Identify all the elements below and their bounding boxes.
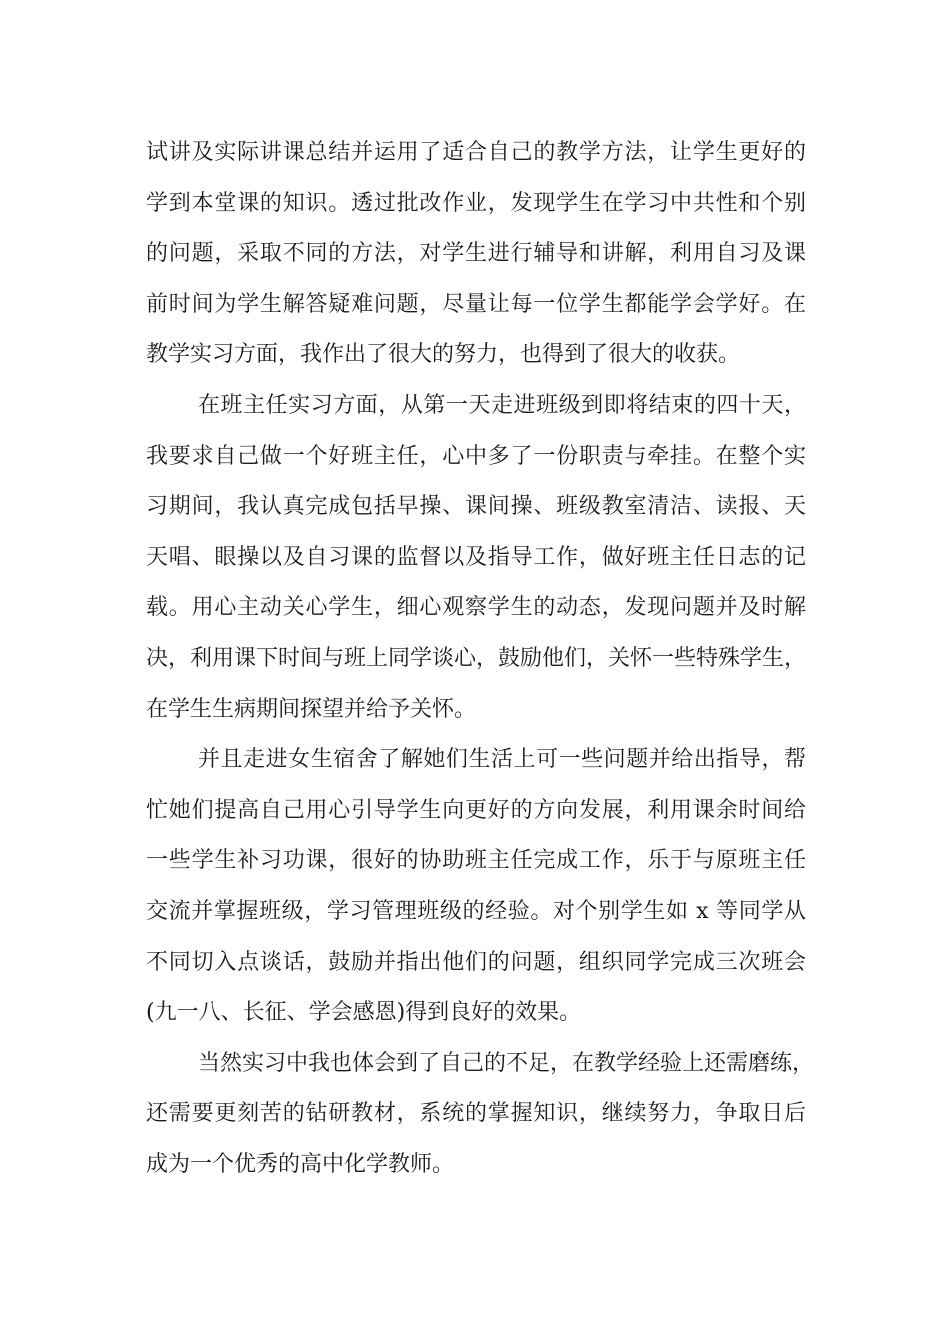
- text-line: 在班主任实习方面，从第一天走进班级到即将结束的四十天，: [198, 392, 806, 418]
- text-line: 交流并掌握班级，学习管理班级的经验。对个别学生如 x 等同学从: [146, 898, 806, 924]
- text-line: 习期间，我认真完成包括早操、课间操、班级教室清洁、读报、天: [146, 494, 806, 520]
- text-line: 并且走进女生宿舍了解她们生活上可一些问题并给出指导，帮: [198, 747, 806, 773]
- text-line: 前时间为学生解答疑难问题，尽量让每一位学生都能学会学好。在: [146, 291, 806, 317]
- paragraph-shortcomings: [146, 1039, 815, 1191]
- text-line: 成为一个优秀的高中化学教师。: [146, 1151, 455, 1177]
- text-line: 天唱、眼操以及自习课的监督以及指导工作，做好班主任日志的记: [146, 544, 806, 570]
- paragraph-teaching-practice: [146, 128, 806, 381]
- text-line: 当然实习中我也体会到了自己的不足，在教学经验上还需磨练，: [198, 1050, 815, 1076]
- text-line: 忙她们提高自己用心引导学生向更好的方向发展，利用课余时间给: [146, 797, 806, 823]
- text-line: 学到本堂课的知识。透过批改作业，发现学生在学习中共性和个别: [146, 190, 806, 216]
- text-line: 一些学生补习功课，很好的协助班主任完成工作，乐于与原班主任: [146, 848, 806, 874]
- text-line: 决，利用课下时间与班上同学谈心，鼓励他们，关怀一些特殊学生，: [146, 645, 807, 671]
- text-line: (九一八、长征、学会感恩)得到良好的效果。: [146, 1000, 582, 1026]
- paragraph-head-teacher-practice: [146, 381, 806, 735]
- text-line: 教学实习方面，我作出了很大的努力，也得到了很大的收获。: [146, 342, 741, 368]
- document-body: [146, 128, 815, 1190]
- text-line: 载。用心主动关心学生，细心观察学生的动态，发现问题并及时解: [146, 595, 806, 621]
- text-line: 的问题，采取不同的方法，对学生进行辅导和讲解，利用自习及课: [146, 241, 806, 267]
- text-line: 不同切入点谈话，鼓励并指出他们的问题，组织同学完成三次班会: [146, 949, 806, 975]
- paragraph-dormitory-guidance: [146, 735, 806, 1039]
- text-line: 试讲及实际讲课总结并运用了适合自己的教学方法，让学生更好的: [146, 140, 806, 165]
- text-line: 还需要更刻苦的钻研教材，系统的掌握知识，继续努力，争取日后: [146, 1101, 806, 1127]
- text-line: 我要求自己做一个好班主任，心中多了一份职责与牵挂。在整个实: [146, 443, 806, 469]
- text-line: 在学生生病期间探望并给予关怀。: [146, 696, 477, 722]
